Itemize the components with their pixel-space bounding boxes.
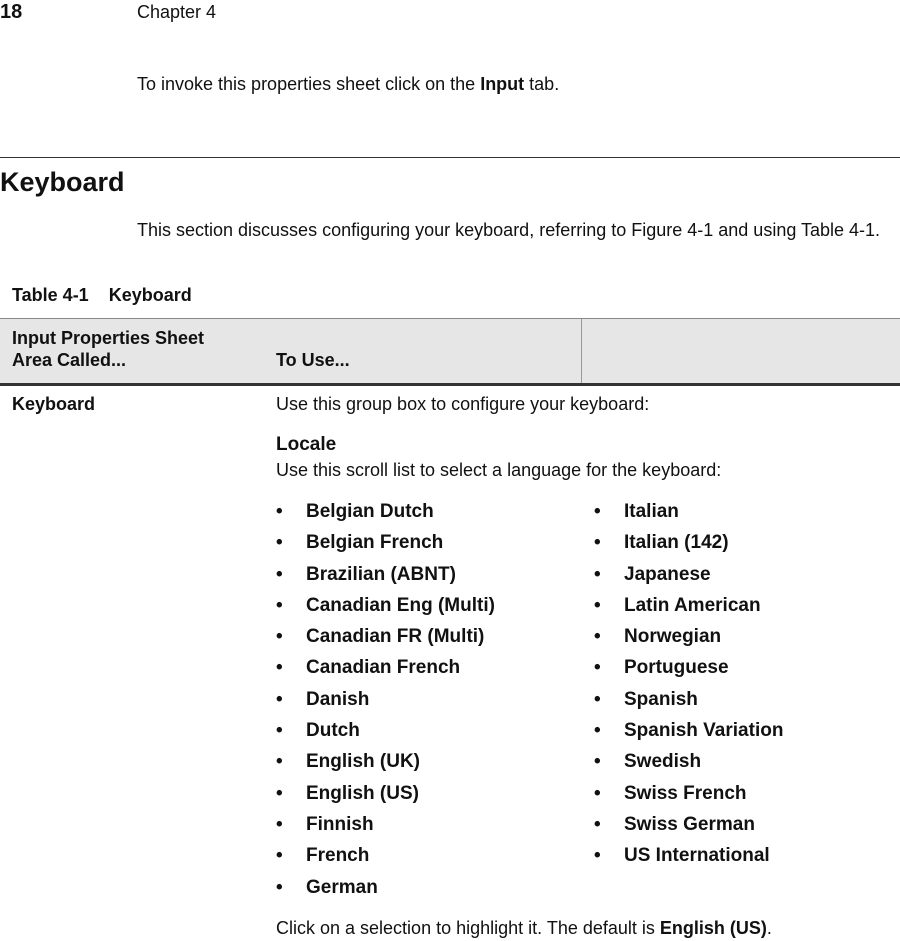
locale-item-label: Norwegian xyxy=(624,626,722,648)
locale-item-label: Japanese xyxy=(624,563,711,585)
locale-item-label: Brazilian (ABNT) xyxy=(306,563,456,585)
intro-paragraph xyxy=(137,72,559,96)
bullet-icon: • xyxy=(594,845,601,867)
locale-item-label: Belgian French xyxy=(306,532,444,554)
locale-item-label: Spanish Variation xyxy=(624,720,784,742)
bullet-icon: • xyxy=(594,563,601,585)
header-col1-line1: Input Properties Sheet xyxy=(12,328,205,348)
locale-item-label: Swedish xyxy=(624,751,702,773)
table-header-area-called xyxy=(12,327,204,371)
locale-item-label: Canadian Eng (Multi) xyxy=(306,594,495,616)
bullet-icon: • xyxy=(276,751,283,773)
bullet-icon: • xyxy=(594,594,601,616)
bullet-icon: • xyxy=(594,720,601,742)
bullet-icon: • xyxy=(594,688,601,710)
table-caption-number: Table 4-1 xyxy=(12,285,89,305)
section-title: Keyboard xyxy=(0,167,125,197)
locale-item-label: Portuguese xyxy=(624,657,729,679)
locale-item-label: German xyxy=(306,876,378,898)
bullet-icon: • xyxy=(594,532,601,554)
bullet-icon: • xyxy=(594,813,601,835)
default-locale: English (US) xyxy=(659,918,767,938)
table-caption xyxy=(12,283,192,307)
bullet-icon: • xyxy=(276,720,283,742)
table-header-divider xyxy=(581,319,582,383)
locale-item-label: Finnish xyxy=(306,813,374,835)
bullet-icon: • xyxy=(276,782,283,804)
bullet-icon: • xyxy=(276,563,283,585)
locale-item-label: English (US) xyxy=(306,782,419,804)
locale-item-label: Swiss German xyxy=(624,813,755,835)
chapter-label: Chapter 4 xyxy=(137,2,217,22)
bullet-icon: • xyxy=(594,657,601,679)
locale-label: Locale xyxy=(276,434,337,455)
bullet-icon: • xyxy=(276,845,283,867)
bullet-icon: • xyxy=(276,688,283,710)
bullet-icon: • xyxy=(276,813,283,835)
bullet-icon: • xyxy=(276,626,283,648)
bullet-icon: • xyxy=(276,594,283,616)
locale-item-label: Swiss French xyxy=(624,782,747,804)
default-note-before: Click on a selection to highlight it. The default is xyxy=(276,918,660,938)
bullet-icon: • xyxy=(594,751,601,773)
section-divider xyxy=(0,157,900,158)
header-col1-line2: Area Called... xyxy=(12,350,127,370)
locale-item-label: Latin American xyxy=(624,594,761,616)
locale-item-label: Canadian FR (Multi) xyxy=(306,626,485,648)
table-header-to-use: To Use... xyxy=(276,350,350,370)
section-description: This section discusses configuring your keyboard, referring to Figure 4-1 and using Table 4-1. xyxy=(137,220,881,240)
bullet-icon: • xyxy=(276,501,283,522)
locale-item-label: English (UK) xyxy=(306,751,420,773)
table-row-use: Use this group box to configure your keyboard: xyxy=(276,394,650,414)
page-number: 18 xyxy=(0,1,23,23)
default-note-after: . xyxy=(766,918,772,938)
table-caption-title: Keyboard xyxy=(108,285,192,305)
bullet-icon: • xyxy=(276,532,283,554)
bullet-icon: • xyxy=(594,501,601,522)
locale-item-label: Italian (142) xyxy=(624,532,729,554)
locale-item-label: Canadian French xyxy=(306,657,461,679)
bullet-icon: • xyxy=(594,626,601,648)
intro-text-before: To invoke this properties sheet click on the xyxy=(137,74,481,94)
locale-item-label: Danish xyxy=(306,688,370,710)
locale-description: Use this scroll list to select a language for the keyboard: xyxy=(276,460,722,480)
table-row-name: Keyboard xyxy=(12,394,96,414)
input-tab-reference: Input xyxy=(480,74,525,94)
locale-item-label: Italian xyxy=(624,501,679,522)
locale-item-label: Dutch xyxy=(306,720,360,742)
locale-item-label: Spanish xyxy=(624,688,698,710)
bullet-icon: • xyxy=(594,782,601,804)
intro-text-after: tab. xyxy=(524,74,560,94)
locale-item-label: US International xyxy=(624,845,770,867)
default-note xyxy=(276,916,772,940)
locale-item-label: French xyxy=(306,845,370,867)
locale-item-label: Belgian Dutch xyxy=(306,501,434,522)
bullet-icon: • xyxy=(276,657,283,679)
bullet-icon: • xyxy=(276,876,283,898)
